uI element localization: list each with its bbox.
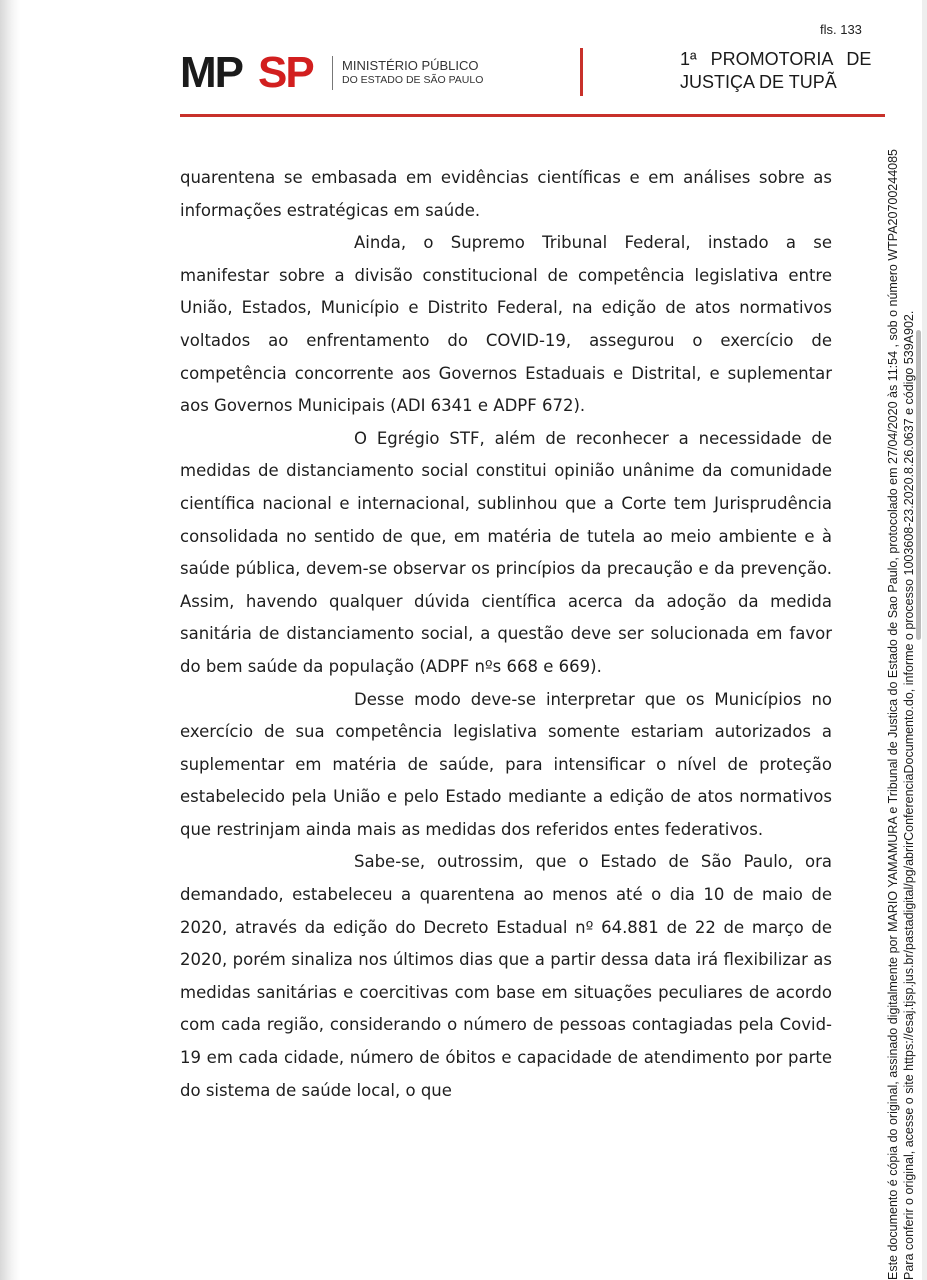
paragraph-2: Ainda, o Supremo Tribunal Federal, instado a se manifestar sobre a divisão constitucional de competência legislativa entre União, Estados, Município e Distrito Federal, na edição de atos normativos voltados ao enfrentamento do COVID-19, assegurou o exercício de competência concorrente aos Governos Estaduais e Distrital, e suplementar aos Governos Municipais (ADI 6341 e ADPF 672). — [180, 233, 832, 416]
document-body — [180, 162, 832, 1107]
paragraph-4: Desse modo deve-se interpretar que os Municípios no exercício de sua competência legislativa somente estariam autorizados a suplementar em matéria de saúde, para intensificar o nível de proteção estabelecido pela União e pelo Estado mediante a edição de atos normativos que restrinjam ainda mais as medidas dos referidos entes federativos. — [180, 689, 832, 839]
page-edge-shadow — [0, 0, 20, 1280]
logo-line2: DO ESTADO DE SÃO PAULO — [342, 74, 484, 86]
promotoria-title — [680, 48, 880, 94]
paragraph-1: quarentena se embasada em evidências científicas e em análises sobre as informações estratégicas em saúde. — [180, 168, 832, 220]
stamp-line1: Este documento é cópia do original, assinado digitalmente por MARIO YAMAMURA e Tribunal de Justica do Estado de Sao Paulo, protocolado em 27/04/2020 às 11:54 , sob o número WTPA20700244085 — [886, 148, 900, 1280]
logo-divider — [332, 56, 333, 90]
logo-sp: SP — [258, 48, 313, 97]
digital-signature-stamp — [885, 10, 925, 1280]
mpsp-logo — [180, 48, 500, 98]
stamp-line2: Para conferir o original, acesse o site https://esaj.tjsp.jus.br/pastadigital/pg/abrirConferenciaDocumento.do, informe o processo 1003608-23.2020.8.26.0637 e código 539A902. — [902, 310, 916, 1280]
page-right-edge — [922, 0, 927, 1280]
promotoria-line2: JUSTIÇA DE TUPÃ — [680, 72, 837, 92]
promotoria-line1: 1ª PROMOTORIA DE — [680, 49, 872, 69]
paragraph-3: O Egrégio STF, além de reconhecer a necessidade de medidas de distanciamento social constitui opinião unânime da comunidade científica nacional e internacional, sublinhou que a Corte tem Jurisprudência consolidada no sentido de que, em matéria de tutela ao meio ambiente e à saúde pública, devem-se observar os princípios da precaução e da prevenção. Assim, havendo qualquer dúvida científica acerca da adoção da medida sanitária de distanciamento social, a questão deve ser solucionada em favor do bem saúde da população (ADPF nºs 668 e 669). — [180, 428, 832, 676]
scroll-indicator[interactable] — [916, 330, 921, 640]
header-vertical-divider — [580, 48, 583, 96]
logo-mp: MP — [180, 48, 242, 97]
page-number: fls. 133 — [820, 22, 862, 37]
header-rule — [180, 114, 885, 117]
paragraph-5: Sabe-se, outrossim, que o Estado de São Paulo, ora demandado, estabeleceu a quarentena ao menos até o dia 10 de maio de 2020, através da edição do Decreto Estadual nº 64.881 de 22 de março de 2020, porém sinaliza nos últimos dias que a partir dessa data irá flexibilizar as medidas sanitárias e coercitivas com base em situações peculiares de acordo com cada região, considerando o número de pessoas contagiadas pela Covid-19 em cada cidade, número de óbitos e capacidade de atendimento por parte do sistema de saúde local, o que — [180, 852, 832, 1100]
logo-line1: MINISTÉRIO PÚBLICO — [342, 58, 479, 73]
